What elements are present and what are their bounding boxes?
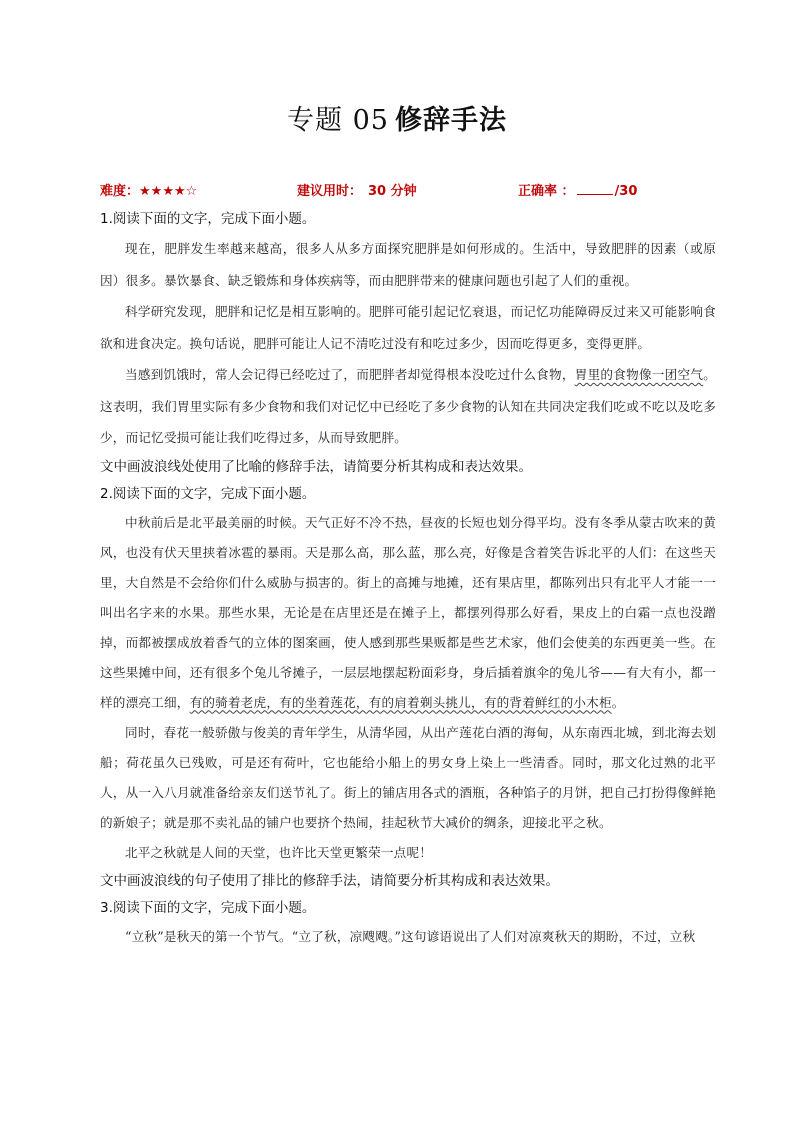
time-label: 建议用时：: [297, 184, 363, 199]
accuracy-label: 正确率 ：: [518, 184, 575, 199]
q1-paragraph-3: [100, 359, 716, 454]
question-1-heading: 1.阅读下面的文字，完成下面小题。: [100, 211, 316, 227]
document-body: [100, 206, 716, 952]
q1-p3-after: 。这表明，我们胃里实际有多少食物和我们对记忆中已经吃了多少食物的认知在共同决定我们吃或不吃以及吃多少，而记忆受损可能让我们吃得过多，从而导致肥胖。: [100, 367, 717, 445]
difficulty: [100, 180, 197, 199]
q2-paragraph-1: [100, 508, 716, 718]
q2-p1-after: 。: [611, 694, 625, 710]
accuracy-blank[interactable]: [577, 182, 613, 195]
title-prefix: 专题 05: [287, 105, 389, 136]
q1-paragraph-2: 科学研究发现，肥胖和记忆是相互影响的。肥胖可能引起记忆衰退，而记忆功能障碍反过来又可能影响食欲和进食决定。换句话说，肥胖可能让人记不清吃过没有和吃过多少，因而吃得更多，变得更胖。: [100, 304, 716, 351]
q2-p1-before: 中秋前后是北平最美丽的时候。天气正好不冷不热，昼夜的长短也划分得平均。没有冬季从蒙古吹来的黄风，也没有伏天里挟着冰雹的暴雨。天是那么高，那么蓝，那么亮，好像是含着笑告诉北平的人们：在这些天里，大自然是不会给你们什么威胁与损害的。街上的高摊与地摊，还有果店里，都陈列出只有北平人才能一一叫出名字来的水果。那些水果，无论是在店里还是在摊子上，都摆列得那么好看，果皮上的白霜一点也没蹭掉，而都被摆成放着香气的立体的图案画，使人感到那些果贩都是些艺术家，他们会使美的东西更美一些。在这些果摊中间，还有很多个兔儿爷摊子，一层层地摆起粉面彩身，身后插着旗伞的兔儿爷——有大有小，都一样的漂亮工细，: [100, 514, 716, 710]
accuracy-total: /30: [614, 184, 638, 199]
q2-wavy-line-text: 有的骑着老虎，有的坐着莲花，有的肩着剃头挑儿，有的背着鲜红的小木柜: [189, 694, 612, 710]
difficulty-label: 难度：: [100, 184, 140, 199]
question-3-heading: 3.阅读下面的文字，完成下面小题。: [100, 899, 316, 916]
q1-p3-before: 当感到饥饿时，常人会记得已经吃过了，而肥胖者却觉得根本没吃过什么食物，: [125, 367, 575, 382]
exercise-meta-bar: [100, 180, 700, 200]
q3-paragraph-1: “立秋”是秋天的第一个节气。“立了秋，凉飕飕。”这句谚语说出了人们对凉爽秋天的期盼，不过，立秋: [125, 928, 696, 944]
question-1-task: 文中画波浪线处使用了比喻的修辞手法，请简要分析其构成和表达效果。: [100, 458, 532, 475]
page-title: [0, 98, 794, 137]
q1-paragraph-1: 现在，肥胖发生率越来越高，很多人从多方面探究肥胖是如何形成的。生活中，导致肥胖的因素（或原因）很多。暴饮暴食、缺乏锻炼和身体疾病等，而由肥胖带来的健康问题也引起了人们的重视。: [100, 241, 716, 288]
title-main: 修辞手法: [394, 105, 507, 136]
question-2-task: 文中画波浪线的句子使用了排比的修辞手法，请简要分析其构成和表达效果。: [100, 872, 559, 889]
accuracy: [518, 180, 637, 199]
q2-paragraph-3: 北平之秋就是人间的天堂，也许比天堂更繁荣一点呢！: [125, 844, 433, 860]
question-2-heading: 2.阅读下面的文字，完成下面小题。: [100, 485, 316, 502]
suggested-time: [297, 180, 417, 199]
time-value: 30 分钟: [368, 184, 417, 199]
difficulty-stars: ★★★★☆: [139, 184, 198, 199]
q1-wavy-line-text: 胃里的食物像一团空气: [574, 367, 704, 382]
q2-paragraph-2: 同时，春花一般骄傲与俊美的青年学生，从清华园，从出产莲花白酒的海甸，从东南西北城，到北海去划船；荷花虽久已残败，可是还有荷叶，它也能给小船上的男女身上染上一些清香。同时，那文化过熟的北平人，从一入八月就准备给亲友们送节礼了。街上的铺店用各式的酒瓶，各种馅子的月饼，把自己打扮得像鲜艳的新娘子；就是那不卖礼品的铺户也要挤个热闹，挂起秋节大减价的绸条，迎接北平之秋。: [100, 724, 716, 830]
